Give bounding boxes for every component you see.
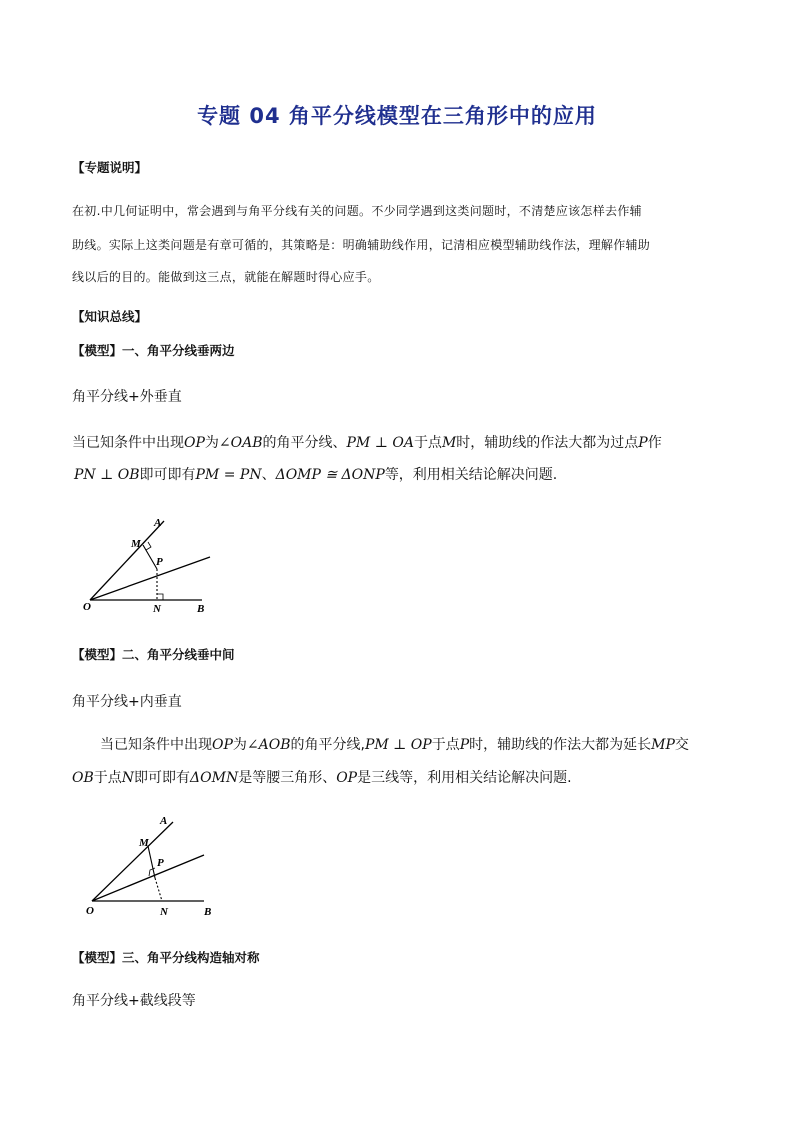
model1-paragraph-line-2: PN ⊥ OB即可即有PM = PN、ΔOMP ≅ ΔONP等，利用相关结论解决问题. xyxy=(74,467,558,483)
model2-paragraph-line-2: OB于点N即可即有ΔOMN是等腰三角形、OP是三线等，利用相关结论解决问题. xyxy=(72,770,572,786)
model1-label-o: O xyxy=(83,601,91,613)
model2-paragraph-line-1: 当已知条件中出现OP为∠AOB的角平分线,PM ⊥ OP于点P时，辅助线的作法大都为延长MP交 xyxy=(100,737,689,753)
model1-label-p: P xyxy=(156,556,163,568)
model2-label-n: N xyxy=(160,906,168,918)
model3-subtitle: 角平分线+截线段等 xyxy=(72,993,196,1009)
model1-label-m: M xyxy=(131,538,141,550)
model2-label-m: M xyxy=(139,837,149,849)
model2-subtitle: 角平分线+内垂直 xyxy=(72,694,182,710)
model1-subtitle: 角平分线+外垂直 xyxy=(72,389,182,405)
model2-label-p: P xyxy=(157,857,164,869)
summary-heading: 【知识总线】 xyxy=(72,309,148,324)
model2-label-o: O xyxy=(86,905,94,917)
model1-heading: 【模型】一、角平分线垂两边 xyxy=(72,343,235,358)
intro-heading: 【专题说明】 xyxy=(72,160,148,175)
intro-line-3: 线以后的目的。能做到这三点，就能在解题时得心应手。 xyxy=(72,270,380,284)
model2-label-a: A xyxy=(160,815,168,827)
model1-paragraph-line-1: 当已知条件中出现OP为∠OAB的角平分线、PM ⊥ OA于点M时，辅助线的作法大都为过点P作 xyxy=(72,435,662,451)
model3-heading: 【模型】三、角平分线构造轴对称 xyxy=(72,950,260,965)
page-title: 专题 04 角平分线模型在三角形中的应用 xyxy=(197,104,597,128)
intro-line-1: 在初.中几何证明中，常会遇到与角平分线有关的问题。不少同学遇到这类问题时，不清楚应该怎样去作辅 xyxy=(72,204,642,218)
model1-label-n: N xyxy=(153,603,161,615)
intro-line-2: 助线。实际上这类问题是有章可循的，其策略是：明确辅助线作用，记清相应模型辅助线作法，理解作辅助 xyxy=(72,238,651,252)
model1-label-b: B xyxy=(197,603,205,615)
model1-label-a: A xyxy=(154,517,162,529)
model2-heading: 【模型】二、角平分线垂中间 xyxy=(72,647,235,662)
model2-label-b: B xyxy=(204,906,212,918)
